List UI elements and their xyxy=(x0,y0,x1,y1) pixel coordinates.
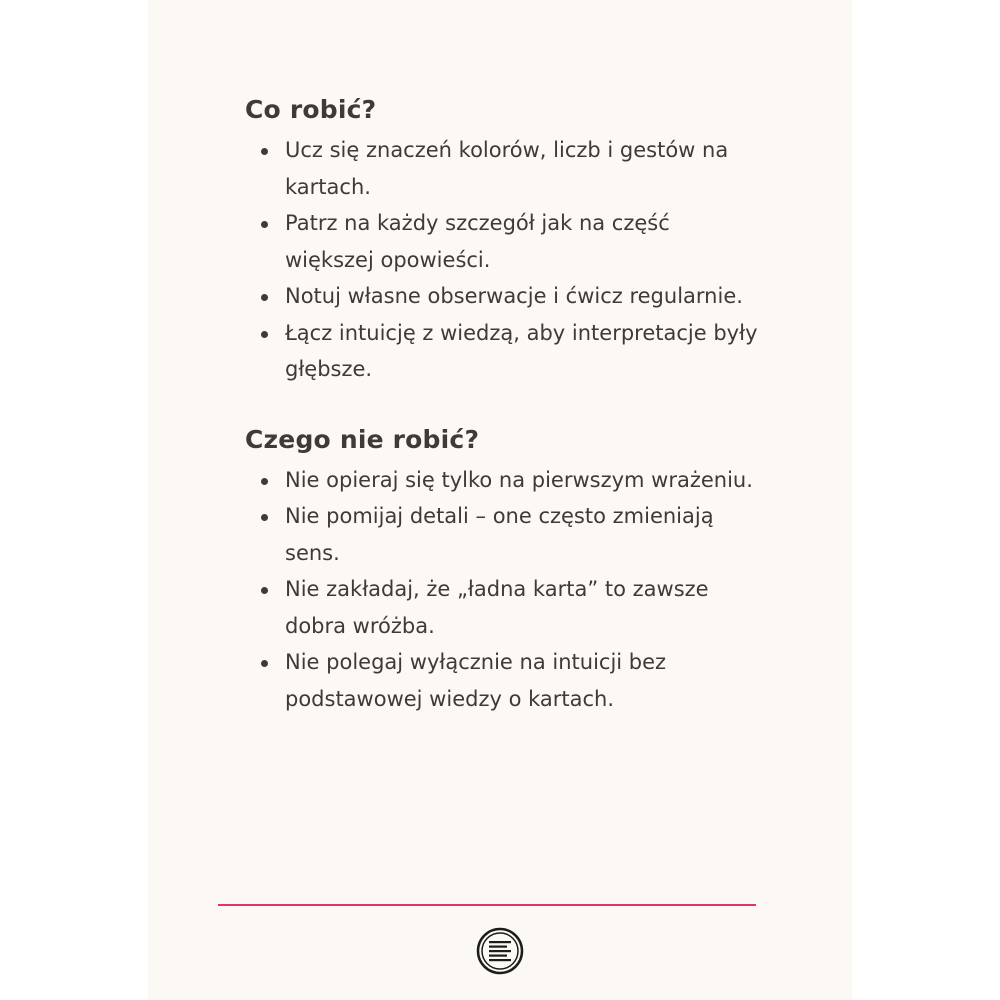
bullet-icon xyxy=(261,221,268,228)
section-spacer xyxy=(245,388,765,418)
list-item-text: Ucz się znaczeń kolorów, liczb i gestów na kartach. xyxy=(285,138,729,199)
list-item xyxy=(245,278,765,315)
list-item xyxy=(245,498,765,571)
bullet-icon xyxy=(261,148,268,155)
content-area xyxy=(245,88,765,717)
bullet-icon xyxy=(261,478,268,485)
bullet-icon xyxy=(261,660,268,667)
list-item xyxy=(245,644,765,717)
list-item xyxy=(245,132,765,205)
list-item-text: Patrz na każdy szczegół jak na część większej opowieści. xyxy=(285,211,670,272)
bullet-icon xyxy=(261,514,268,521)
do-list xyxy=(245,132,765,388)
list-item-text: Łącz intuicję z wiedzą, aby interpretacje były głębsze. xyxy=(285,320,758,381)
list-item xyxy=(245,315,765,388)
list-item-text: Nie zakładaj, że „ładna karta” to zawsze dobra wróżba. xyxy=(285,577,709,638)
dont-list xyxy=(245,462,765,718)
list-item xyxy=(245,462,765,499)
list-item-text: Nie opieraj się tylko na pierwszym wrażeniu. xyxy=(285,467,753,492)
bullet-icon xyxy=(261,294,268,301)
footer-divider xyxy=(218,904,756,906)
bullet-icon xyxy=(261,331,268,338)
section-title-dont: Czego nie robić? xyxy=(245,424,480,454)
list-item-text: Nie pomijaj detali – one często zmieniają sens. xyxy=(285,504,714,565)
list-item xyxy=(245,571,765,644)
section-title-do: Co robić? xyxy=(245,95,377,124)
bullet-icon xyxy=(261,587,268,594)
list-item xyxy=(245,205,765,278)
list-item-text: Nie polegaj wyłącznie na intuicji bez podstawowej wiedzy o kartach. xyxy=(285,650,667,711)
list-item-text: Notuj własne obserwacje i ćwicz regularnie. xyxy=(285,284,743,308)
document-lines-icon xyxy=(476,927,524,975)
